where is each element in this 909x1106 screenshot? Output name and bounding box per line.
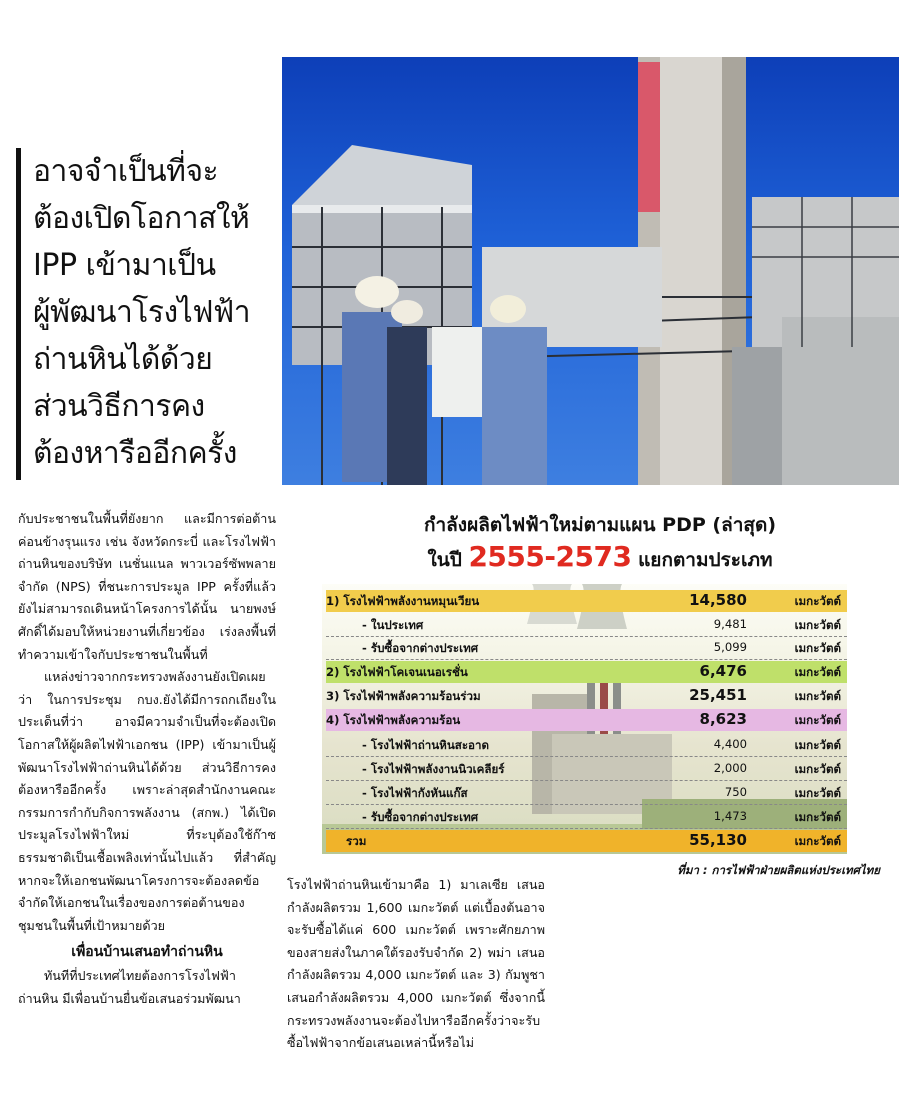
row-value: 750	[724, 785, 747, 799]
row-label: - โรงไฟฟ้ากังหันแก๊ส	[362, 786, 468, 800]
table-row	[326, 758, 847, 781]
row-value: 25,451	[689, 686, 747, 704]
table-row	[326, 806, 847, 829]
table-row	[326, 590, 847, 612]
row-unit: เมกะวัตต์	[794, 834, 841, 848]
row-unit: เมกะวัตต์	[794, 618, 841, 632]
article-column-left	[18, 508, 276, 1010]
row-label: - ในประเทศ	[362, 618, 424, 632]
pull-quote-line: ต้องเปิดโอกาสให้	[33, 201, 250, 236]
row-unit: เมกะวัตต์	[794, 810, 841, 824]
row-label: - โรงไฟฟ้าพลังงานนิวเคลียร์	[362, 762, 505, 776]
article-paragraph: โรงไฟฟ้าถ่านหินเข้ามาคือ 1) มาเลเซีย เสนอกำลังผลิตรวม 1,600 เมกะวัตต์ แต่เบื้องต้นอาจจะรับซื้อได้แค่ 600 เมกะวัตต์ เพราะศักยภาพของสายส่งในภาคใต้รองรับจำกัด 2) พม่า เสนอกำลังผลิตรวม 4,000 เมกะวัตต์ และ 3) กัมพูชา เสนอกำลังผลิตรวม 4,000 เมกะวัตต์ ซึ่งจากนี้กระทรวงพลังงานจะต้องไปหารืออีกครั้งว่าจะรับซื้อไฟฟ้าจากข้อเสนอเหล่านี้หรือไม่	[287, 877, 545, 1051]
row-value: 8,623	[699, 710, 747, 728]
row-unit: เมกะวัตต์	[794, 689, 841, 703]
row-label: 1) โรงไฟฟ้าพลังงานหมุนเวียน	[326, 594, 480, 608]
row-unit: เมกะวัตต์	[794, 786, 841, 800]
table-subtitle	[300, 540, 900, 577]
pull-quote-line: IPP เข้ามาเป็น	[33, 248, 216, 283]
table-title-block	[300, 510, 900, 577]
row-label: 4) โรงไฟฟ้าพลังความร้อน	[326, 713, 461, 727]
table-title: กำลังผลิตไฟฟ้าใหม่ตามแผน PDP (ล่าสุด)	[423, 514, 777, 536]
subtitle-years: 2555-2573	[468, 540, 632, 573]
capacity-table	[322, 584, 847, 854]
pull-quote-line: ส่วนวิธีการคง	[33, 389, 205, 424]
row-label: รวม	[346, 834, 367, 848]
article-subheading: เพื่อนบ้านเสนอทำถ่านหิน	[71, 944, 223, 961]
pull-quote-line: ผู้พัฒนาโรงไฟฟ้า	[33, 295, 251, 330]
row-unit: เมกะวัตต์	[794, 641, 841, 655]
row-unit: เมกะวัตต์	[794, 665, 841, 679]
row-unit: เมกะวัตต์	[794, 762, 841, 776]
row-value: 1,473	[713, 809, 747, 823]
row-value: 14,580	[689, 591, 747, 609]
row-unit: เมกะวัตต์	[794, 738, 841, 752]
row-unit: เมกะวัตต์	[794, 713, 841, 727]
row-label: - รับซื้อจากต่างประเทศ	[362, 810, 479, 824]
row-label: - รับซื้อจากต่างประเทศ	[362, 641, 479, 655]
table-source: ที่มา : การไฟฟ้าฝ่ายผลิตแห่งประเทศไทย	[677, 863, 880, 877]
row-value: 6,476	[699, 662, 747, 680]
table-row	[326, 782, 847, 805]
table-row	[326, 661, 847, 683]
subtitle-prefix: ในปี	[427, 549, 462, 571]
row-value: 2,000	[713, 761, 747, 775]
row-value: 55,130	[689, 831, 747, 849]
row-label: - โรงไฟฟ้าถ่านหินสะอาด	[362, 738, 490, 752]
table-row	[326, 685, 847, 707]
table-row	[326, 614, 847, 637]
row-value: 9,481	[713, 617, 747, 631]
article-paragraph: ทันทีที่ประเทศไทยต้องการโรงไฟฟ้าถ่านหิน มีเพื่อนบ้านยื่นข้อเสนอร่วมพัฒนา	[18, 968, 241, 1006]
table-row	[326, 637, 847, 660]
table-row	[326, 734, 847, 757]
row-unit: เมกะวัตต์	[794, 594, 841, 608]
row-value: 5,099	[713, 640, 747, 654]
article-column-right	[287, 874, 545, 1055]
power-plant-illustration	[282, 57, 899, 485]
article-paragraph: กับประชาชนในพื้นที่ยังยาก และมีการต่อต้านค่อนข้างรุนแรง เช่น จังหวัดกระบี่ และโรงไฟฟ้าถ่านหินของบริษัท เนชั่นแนล พาวเวอร์ซัพพลาย จำกัด (NPS) ที่ชนะการประมูล IPP ครั้งที่แล้ว ยังไม่สามารถเดินหน้าโครงการได้นั้น นายพงษ์ศักดิ์ได้มอบให้หน่วยงานที่เกี่ยวข้อง เร่งลงพื้นที่ทำความเข้าใจกับประชาชนในพื้นที่	[18, 511, 276, 662]
table-total-row	[326, 830, 847, 852]
subtitle-suffix: แยกตามประเภท	[638, 549, 773, 571]
row-label: 3) โรงไฟฟ้าพลังความร้อนร่วม	[326, 689, 481, 703]
row-value: 4,400	[713, 737, 747, 751]
power-plant-photo	[282, 57, 899, 485]
pull-quote-line: ต้องหารืออีกครั้ง	[33, 436, 237, 471]
table-row	[326, 709, 847, 731]
pull-quote-line: อาจจำเป็นที่จะ	[33, 154, 219, 189]
row-label: 2) โรงไฟฟ้าโคเจนเนอเรชั่น	[326, 665, 468, 679]
pull-quote-line: ถ่านหินได้ด้วย	[33, 342, 213, 377]
article-paragraph: แหล่งข่าวจากกระทรวงพลังงานยังเปิดเผยว่า ในการประชุม กบง.ยังได้มีการถกเถียงในประเด็นที่ว่า อาจมีความจำเป็นที่จะต้องเปิดโอกาสให้ผู้ผลิตไฟฟ้าเอกชน (IPP) เข้ามาเป็นผู้พัฒนาโรงไฟฟ้าถ่านหินได้ด้วย ส่วนวิธีการคงต้องหารืออีกครั้ง เพราะล่าสุดสำนักงานคณะกรรมการกำกับกิจการพลังงาน (สกพ.) ได้เปิดประมูลโรงไฟฟ้าใหม่ ที่ระบุต้องใช้ก๊าซธรรมชาติเป็นเชื้อเพลิงเท่านั้นไปแล้ว ที่สำคัญหากจะให้เอกชนพัฒนาโครงการจะต้องลดข้อจำกัดให้เอกชนในเรื่องของการต่อต้านของชุมชนในพื้นที่เป้าหมายด้วย	[18, 669, 276, 933]
pull-quote	[16, 148, 274, 480]
